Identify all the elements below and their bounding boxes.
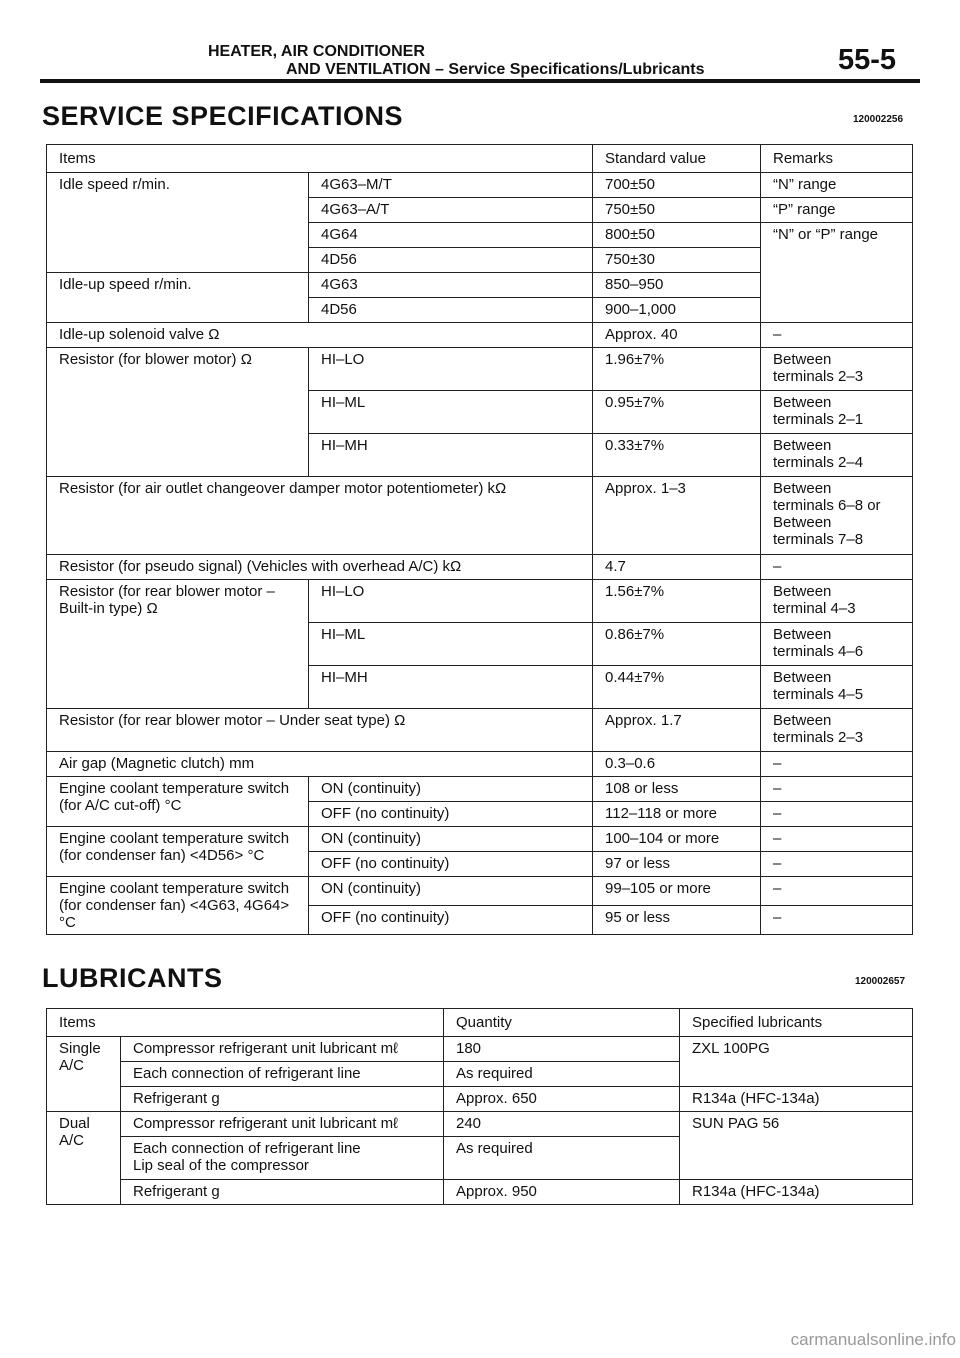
group-cell: Single A/C — [47, 1037, 121, 1112]
remark-cell: – — [761, 752, 913, 777]
item-cell: Resistor (for rear blower motor – Under seat type) Ω — [47, 709, 593, 752]
header-items: Items — [47, 1009, 444, 1037]
sub-item-cell: ON (continuity) — [309, 877, 593, 906]
sub-item-cell: 4G63 — [309, 273, 593, 298]
table-header-row — [47, 145, 913, 173]
remark-cell: Between terminal 4–3 — [761, 580, 913, 623]
remark-cell: – — [761, 877, 913, 906]
header-remarks: Remarks — [761, 145, 913, 173]
remark-cell: Between terminals 2–3 — [761, 348, 913, 391]
service-specs-code: 120002256 — [853, 114, 904, 125]
sub-item-cell: HI–LO — [309, 348, 593, 391]
table-row — [47, 777, 913, 802]
header-subtitle: AND VENTILATION – Service Specifications/Lubricants — [286, 61, 705, 78]
sub-item-cell: ON (continuity) — [309, 777, 593, 802]
lubricant-cell: R134a (HFC-134a) — [680, 1180, 913, 1205]
value-cell: 0.44±7% — [593, 666, 761, 709]
value-cell: 0.95±7% — [593, 391, 761, 434]
lubricant-cell: R134a (HFC-134a) — [680, 1087, 913, 1112]
value-cell: 800±50 — [593, 223, 761, 248]
item-cell: Each connection of refrigerant line — [121, 1062, 444, 1087]
table-header-row — [47, 1009, 913, 1037]
table-row — [47, 1037, 913, 1062]
item-cell: Idle speed r/min. — [47, 173, 309, 273]
sub-item-cell: 4G64 — [309, 223, 593, 248]
remark-cell: – — [761, 777, 913, 802]
lubricant-cell: SUN PAG 56 — [680, 1112, 913, 1180]
table-row — [47, 1087, 913, 1112]
watermark: carmanualsonline.info — [790, 1330, 956, 1349]
sub-item-cell: 4D56 — [309, 248, 593, 273]
lubricants-code: 120002657 — [855, 976, 906, 987]
value-cell: 4.7 — [593, 555, 761, 580]
value-cell: 850–950 — [593, 273, 761, 298]
remark-cell: “N” or “P” range — [761, 223, 913, 323]
sub-item-cell: HI–LO — [309, 580, 593, 623]
value-cell: 1.56±7% — [593, 580, 761, 623]
quantity-cell: 240 — [444, 1112, 680, 1137]
page-number: 55-5 — [838, 44, 897, 76]
value-cell: 1.96±7% — [593, 348, 761, 391]
header-standard-value: Standard value — [593, 145, 761, 173]
lubricant-cell: ZXL 100PG — [680, 1037, 913, 1087]
header-rule — [40, 79, 920, 83]
sub-item-cell: 4G63–A/T — [309, 198, 593, 223]
remark-cell: Between terminals 4–6 — [761, 623, 913, 666]
item-cell: Engine coolant temperature switch (for condenser fan) <4G63, 4G64> °C — [47, 877, 309, 935]
item-cell: Resistor (for blower motor) Ω — [47, 348, 309, 477]
service-specs-title: SERVICE SPECIFICATIONS — [42, 101, 404, 131]
item-cell: Idle-up speed r/min. — [47, 273, 309, 323]
value-cell: 750±30 — [593, 248, 761, 273]
value-cell: 97 or less — [593, 852, 761, 877]
remark-cell: Between terminals 2–1 — [761, 391, 913, 434]
table-row — [47, 477, 913, 555]
value-cell: Approx. 1–3 — [593, 477, 761, 555]
item-cell: Air gap (Magnetic clutch) mm — [47, 752, 593, 777]
item-cell: Compressor refrigerant unit lubricant mℓ — [121, 1112, 444, 1137]
item-cell: Idle-up solenoid valve Ω — [47, 323, 593, 348]
sub-item-cell: HI–MH — [309, 666, 593, 709]
table-row — [47, 827, 913, 852]
lubricants-title: LUBRICANTS — [42, 963, 223, 993]
lubricants-table — [46, 1008, 913, 1205]
sub-item-cell: HI–ML — [309, 391, 593, 434]
item-cell: Resistor (for rear blower motor – Built-in type) Ω — [47, 580, 309, 709]
item-cell: Resistor (for pseudo signal) (Vehicles with overhead A/C) kΩ — [47, 555, 593, 580]
item-cell: Refrigerant g — [121, 1180, 444, 1205]
table-row — [47, 580, 913, 623]
value-cell: Approx. 40 — [593, 323, 761, 348]
remark-cell: – — [761, 906, 913, 935]
value-cell: 112–118 or more — [593, 802, 761, 827]
table-row — [47, 323, 913, 348]
table-row — [47, 555, 913, 580]
item-cell: Engine coolant temperature switch (for condenser fan) <4D56> °C — [47, 827, 309, 877]
item-cell: Refrigerant g — [121, 1087, 444, 1112]
quantity-cell: As required — [444, 1137, 680, 1180]
value-cell: Approx. 1.7 — [593, 709, 761, 752]
value-cell: 900–1,000 — [593, 298, 761, 323]
header-title: HEATER, AIR CONDITIONER — [208, 43, 425, 60]
sub-item-cell: HI–MH — [309, 434, 593, 477]
remark-cell: Between terminals 2–3 — [761, 709, 913, 752]
sub-item-cell: HI–ML — [309, 623, 593, 666]
table-row — [47, 877, 913, 906]
sub-item-cell: OFF (no continuity) — [309, 802, 593, 827]
value-cell: 0.86±7% — [593, 623, 761, 666]
sub-item-cell: 4G63–M/T — [309, 173, 593, 198]
quantity-cell: Approx. 950 — [444, 1180, 680, 1205]
remark-cell: – — [761, 555, 913, 580]
value-cell: 0.33±7% — [593, 434, 761, 477]
table-row — [47, 709, 913, 752]
remark-cell: – — [761, 827, 913, 852]
header-quantity: Quantity — [444, 1009, 680, 1037]
item-cell: Compressor refrigerant unit lubricant mℓ — [121, 1037, 444, 1062]
sub-item-cell: 4D56 — [309, 298, 593, 323]
value-cell: 750±50 — [593, 198, 761, 223]
value-cell: 0.3–0.6 — [593, 752, 761, 777]
remark-cell: – — [761, 323, 913, 348]
table-row — [47, 1112, 913, 1137]
remark-cell: Between terminals 4–5 — [761, 666, 913, 709]
sub-item-cell: OFF (no continuity) — [309, 906, 593, 935]
quantity-cell: 180 — [444, 1037, 680, 1062]
group-cell: Dual A/C — [47, 1112, 121, 1205]
table-row — [47, 173, 913, 198]
item-cell: Resistor (for air outlet changeover damper motor potentiometer) kΩ — [47, 477, 593, 555]
sub-item-cell: ON (continuity) — [309, 827, 593, 852]
value-cell: 108 or less — [593, 777, 761, 802]
header-items: Items — [47, 145, 593, 173]
header-specified-lubricants: Specified lubricants — [680, 1009, 913, 1037]
remark-cell: – — [761, 802, 913, 827]
value-cell: 99–105 or more — [593, 877, 761, 906]
quantity-cell: Approx. 650 — [444, 1087, 680, 1112]
remark-cell: Between terminals 2–4 — [761, 434, 913, 477]
remark-cell: “N” range — [761, 173, 913, 198]
value-cell: 95 or less — [593, 906, 761, 935]
quantity-cell: As required — [444, 1062, 680, 1087]
remark-cell: – — [761, 852, 913, 877]
item-cell: Engine coolant temperature switch (for A/C cut-off) °C — [47, 777, 309, 827]
remark-cell: Between terminals 6–8 or Between terminals 7–8 — [761, 477, 913, 555]
table-row — [47, 348, 913, 391]
value-cell: 100–104 or more — [593, 827, 761, 852]
service-specs-table — [46, 144, 913, 935]
sub-item-cell: OFF (no continuity) — [309, 852, 593, 877]
remark-cell: “P” range — [761, 198, 913, 223]
table-row — [47, 752, 913, 777]
value-cell: 700±50 — [593, 173, 761, 198]
table-row — [47, 1180, 913, 1205]
item-cell: Each connection of refrigerant line Lip seal of the compressor — [121, 1137, 444, 1180]
